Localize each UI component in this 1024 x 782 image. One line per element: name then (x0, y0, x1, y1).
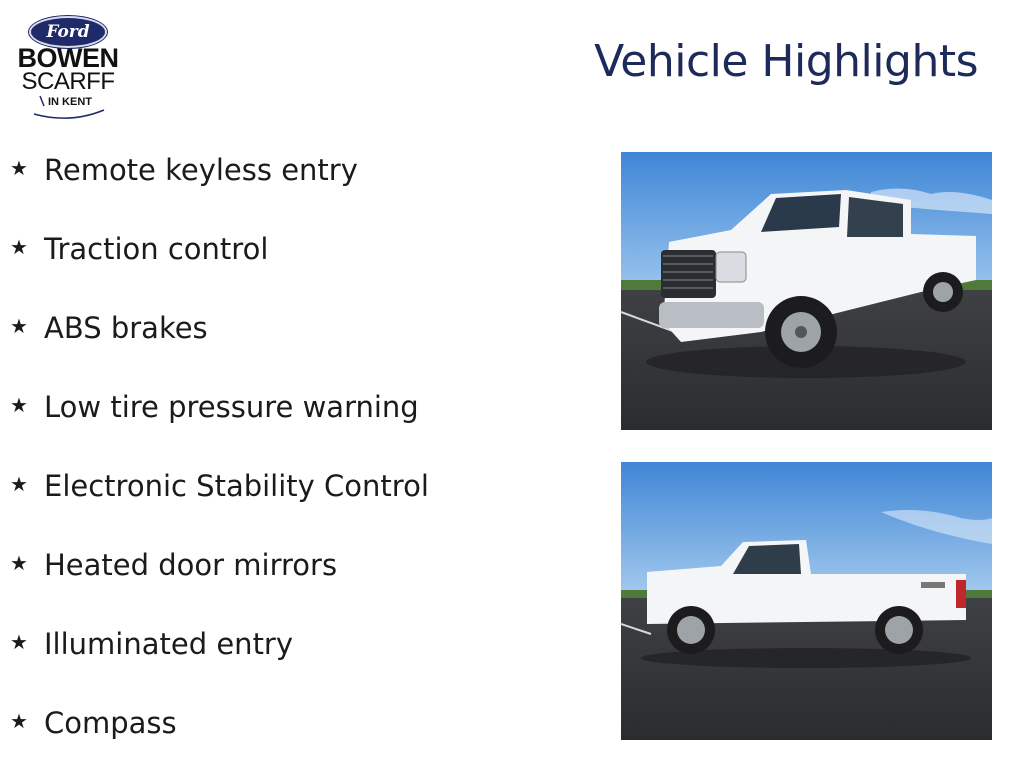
feature-item (10, 624, 429, 703)
page-title: Vehicle Highlights (594, 36, 978, 87)
feature-text: Illuminated entry (44, 627, 294, 661)
features-list (10, 150, 429, 782)
logo-scarff-text: SCARFF (21, 68, 115, 95)
star-icon: ★ (10, 630, 28, 654)
feature-item (10, 308, 429, 387)
logo-bowen-text: BOWEN (17, 43, 119, 73)
dealer-logo (8, 14, 126, 124)
feature-text: Heated door mirrors (44, 548, 338, 582)
feature-item (10, 229, 429, 308)
star-icon: ★ (10, 156, 28, 180)
feature-item (10, 150, 429, 229)
feature-text: Electronic Stability Control (44, 469, 429, 503)
feature-item (10, 545, 429, 624)
star-icon: ★ (10, 551, 28, 575)
star-icon: ★ (10, 393, 28, 417)
star-icon: ★ (10, 709, 28, 733)
truck-photo-front (621, 152, 992, 430)
feature-item (10, 703, 429, 782)
feature-text: ABS brakes (44, 311, 208, 345)
logo-kent-text: IN KENT (48, 96, 92, 108)
feature-item (10, 466, 429, 545)
feature-text: Remote keyless entry (44, 153, 358, 187)
star-icon: ★ (10, 472, 28, 496)
feature-item (10, 387, 429, 466)
ford-brand-text: Ford (46, 22, 90, 42)
feature-text: Traction control (44, 232, 269, 266)
star-icon: ★ (10, 314, 28, 338)
star-icon: ★ (10, 235, 28, 259)
feature-text: Compass (44, 706, 177, 740)
feature-text: Low tire pressure warning (44, 390, 419, 424)
truck-photo-side (621, 462, 992, 740)
